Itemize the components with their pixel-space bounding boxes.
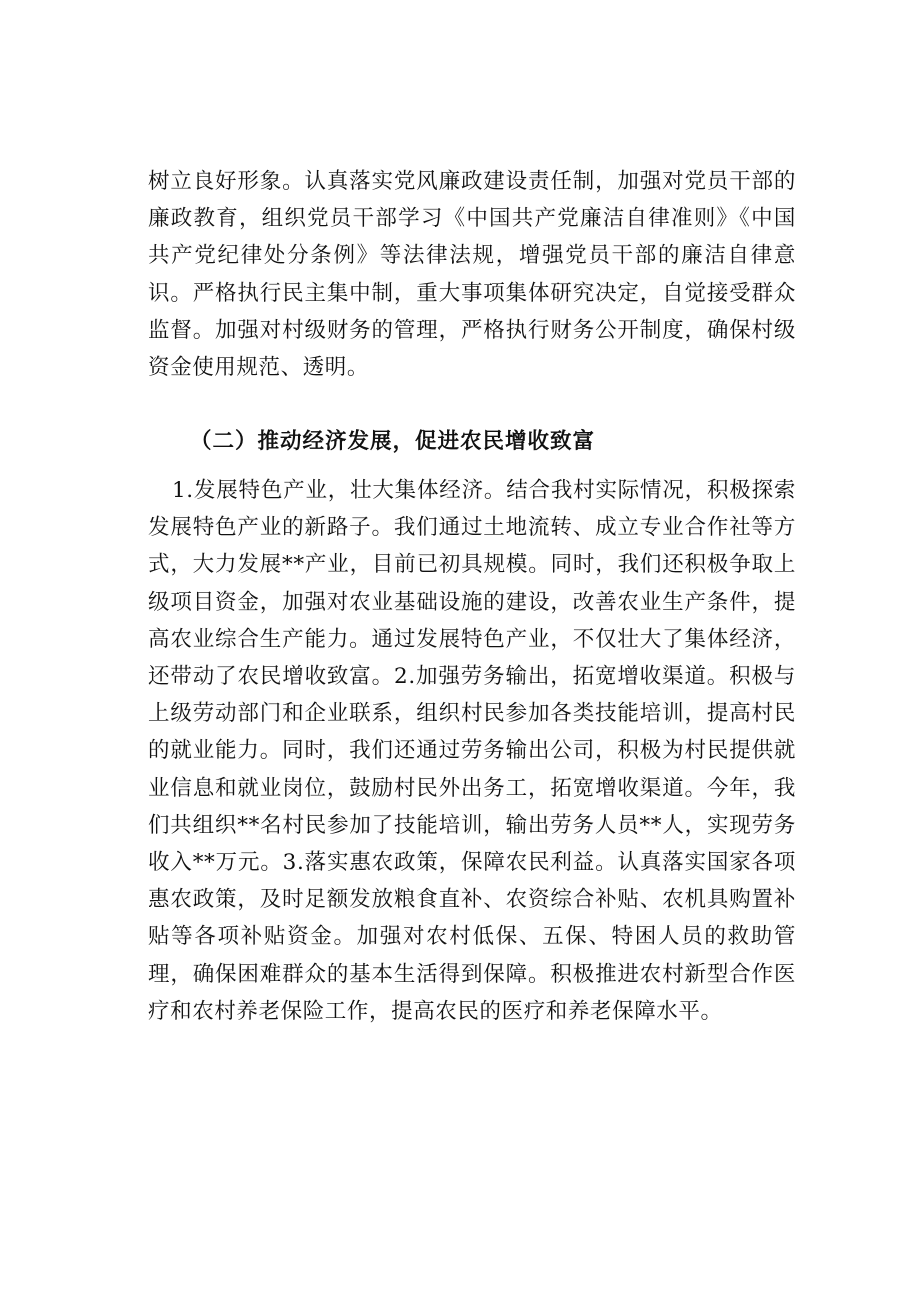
paragraph-economic-development: 1.发展特色产业，壮大集体经济。结合我村实际情况，积极探索发展特色产业的新路子。我们通过土地流转、成立专业合作社等方式，大力发展**产业，目前已初具规模。同时，我们还积极争取上级项目资金，加强对农业基础设施的建设，改善农业生产条件，提高农业综合生产能力。通过发展特色产业，不仅壮大了集体经济，还带动了农民增收致富。2.加强劳务输出，拓宽增收渠道。积极与上级劳动部门和企业联系，组织村民参加各类技能培训，提高村民的就业能力。同时，我们还通过劳务输出公司，积极为村民提供就业信息和就业岗位，鼓励村民外出务工，拓宽增收渠道。今年，我们共组织**名村民参加了技能培训，输出劳务人员**人，实现劳务收入**万元。3.落实惠农政策，保障农民利益。认真落实国家各项惠农政策，及时足额发放粮食直补、农资综合补贴、农机具购置补贴等各项补贴资金。加强对农村低保、五保、特困人员的救助管理，确保困难群众的基本生活得到保障。积极推进农村新型合作医疗和农村养老保险工作，提高农民的医疗和养老保障水平。 xyxy=(148,478,796,1024)
section-heading: （二）推动经济发展，促进农民增收致富 xyxy=(190,429,596,454)
paragraph-party-conduct: 树立良好形象。认真落实党风廉政建设责任制，加强对党员干部的廉政教育，组织党员干部学习《中国共产党廉洁自律准则》《中国共产党纪律处分条例》等法律法规，增强党员干部的廉洁自律意识。严格执行民主集中制，重大事项集体研究决定，自觉接受群众监督。加强对村级财务的管理，严格执行财务公开制度，确保村级资金使用规范、透明。 xyxy=(148,169,796,381)
